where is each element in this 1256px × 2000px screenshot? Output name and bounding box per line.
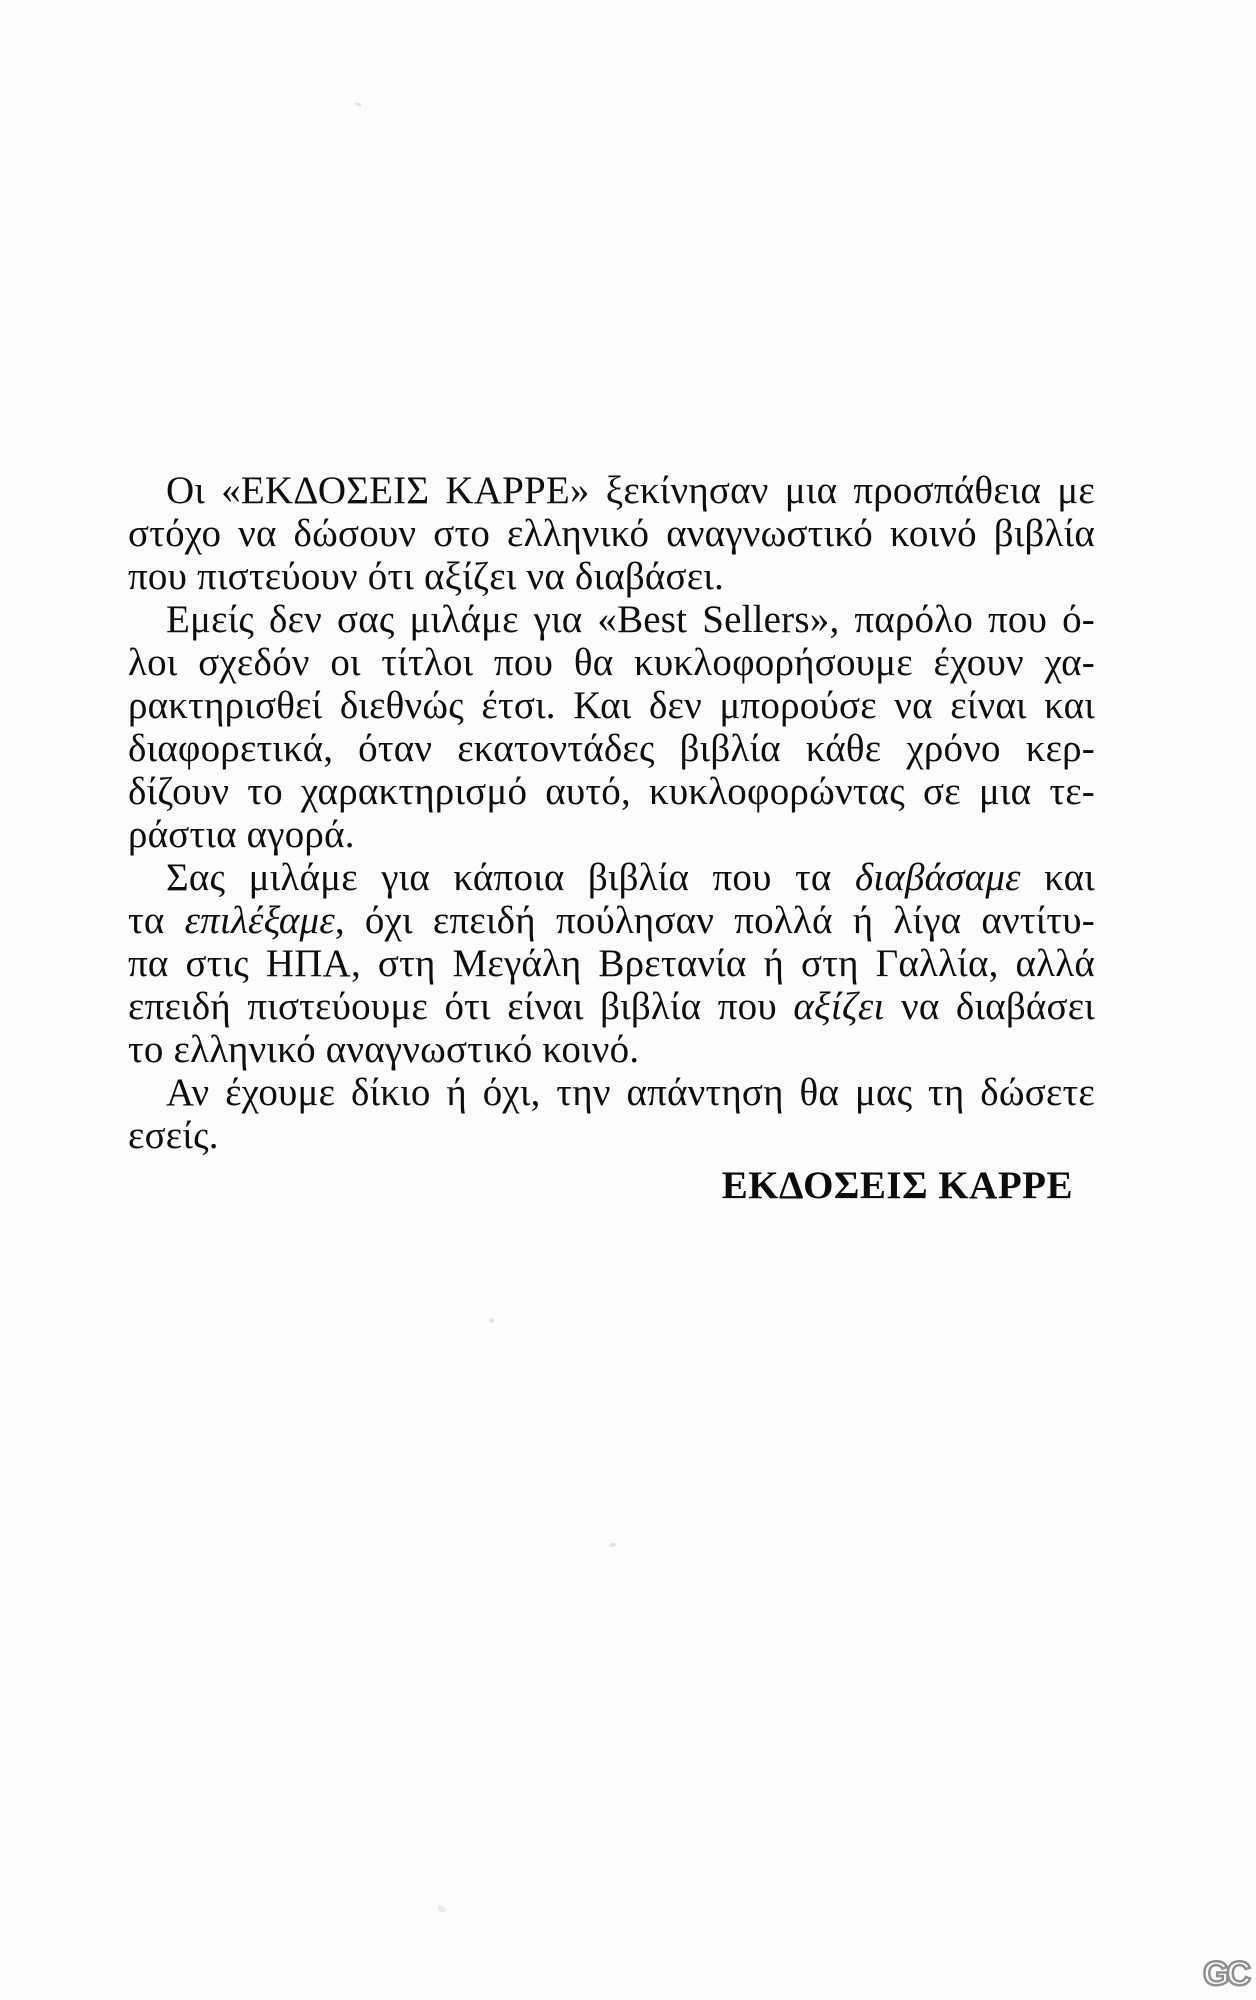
text-segment: Οι «ΕΚΔΟΣΕΙΣ ΚΑΡΡΕ» ξεκίνησαν μια προσπάθεια με (166, 469, 1095, 512)
text-line (128, 1114, 1095, 1157)
text-line (128, 942, 1095, 985)
text-segment: να διαβάσει (884, 985, 1095, 1028)
text-segment: το ελληνικό αναγνωστικό κοινό. (128, 1028, 640, 1071)
text-segment: Αν έχουμε δίκιο ή όχι, την απάντηση θα μας τη δώσετε (166, 1071, 1095, 1114)
text-line (128, 555, 1095, 598)
text-line (128, 813, 1095, 856)
text-line (128, 727, 1095, 770)
text-line (128, 641, 1095, 684)
text-segment: πα στις ΗΠΑ, στη Μεγάλη Βρετανία ή στη Γαλλία, αλλά (128, 942, 1095, 985)
text-line (128, 1071, 1095, 1114)
text-segment: Εμείς δεν σας μιλάμε για «Best Sellers», παρόλο που ό- (166, 598, 1095, 641)
text-line (128, 1028, 1095, 1071)
scan-speck (436, 1904, 447, 1914)
text-block (128, 469, 1095, 1157)
text-segment: εσείς. (128, 1114, 219, 1157)
text-segment: δίζουν το χαρακτηρισμό αυτό, κυκλοφορώντας σε μια τε- (128, 770, 1095, 813)
text-segment: διαφορετικά, όταν εκατοντάδες βιβλία κάθε χρόνο κερ- (128, 727, 1095, 770)
scan-speck (355, 102, 363, 108)
text-segment: λοι σχεδόν οι τίτλοι που θα κυκλοφορήσουμε έχουν χα- (128, 641, 1095, 684)
text-segment: ρακτηρισθεί διεθνώς έτσι. Και δεν μπορούσε να είναι και (128, 684, 1095, 727)
gc-watermark: GC (1203, 1955, 1248, 1993)
text-line (128, 684, 1095, 727)
text-segment: που πιστεύουν ότι αξίζει να διαβάσει. (128, 555, 724, 598)
text-line (128, 469, 1095, 512)
text-line (128, 985, 1095, 1028)
scan-speck (489, 1318, 494, 1323)
emphasized-text: διαβάσαμε (854, 856, 1021, 899)
text-segment: και (1020, 856, 1095, 899)
text-segment: , όχι επειδή πούλησαν πολλά ή λίγα αντίτυ- (334, 899, 1095, 942)
text-segment: Σας μιλάμε για κάποια βιβλία που τα (166, 856, 855, 899)
text-line (128, 856, 1095, 899)
text-line (128, 512, 1095, 555)
text-segment: ράστια αγορά. (128, 813, 355, 856)
emphasized-text: επιλέξαμε (184, 899, 335, 942)
text-line (128, 899, 1095, 942)
scan-speck (609, 1542, 617, 1548)
text-segment: επειδή πιστεύουμε ότι είναι βιβλία που (128, 985, 794, 1028)
emphasized-text: αξίζει (793, 985, 885, 1028)
text-segment: στόχο να δώσουν στο ελληνικό αναγνωστικό κοινό βιβλία (128, 512, 1095, 555)
text-line (128, 598, 1095, 641)
publisher-signature: ΕΚΔΟΣΕΙΣ ΚΑΡΡΕ (721, 1164, 1073, 1207)
text-segment: τα (128, 899, 185, 942)
text-line (128, 770, 1095, 813)
